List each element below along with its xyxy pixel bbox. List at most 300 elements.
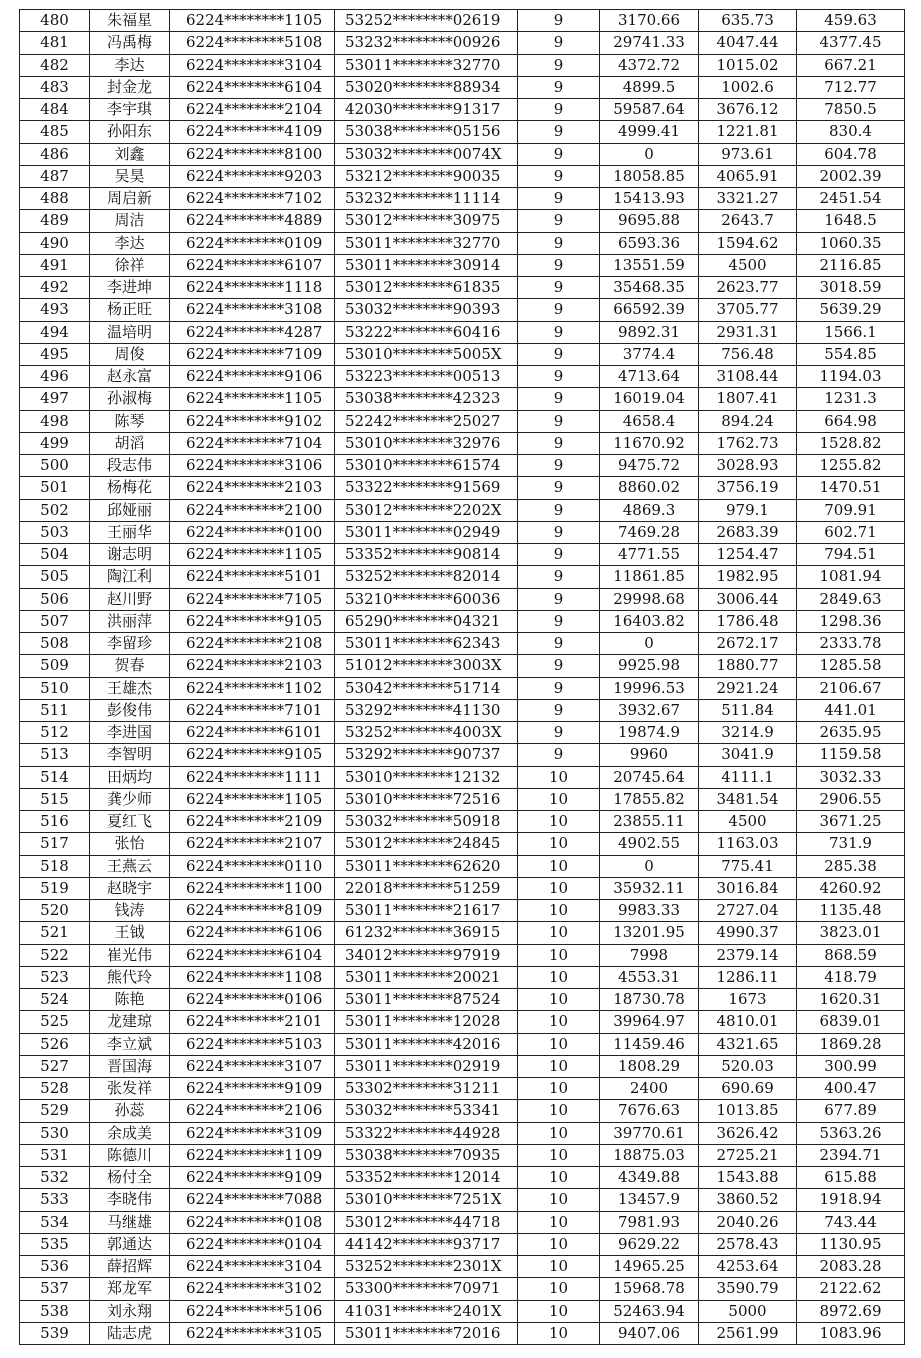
payment-cell: 677.89 — [797, 1100, 905, 1122]
row-index-cell: 532 — [20, 1167, 90, 1189]
payment-cell: 4260.92 — [797, 877, 905, 899]
group-cell: 10 — [518, 900, 600, 922]
amount-cell: 9629.22 — [600, 1233, 699, 1255]
subsidy-cell: 511.84 — [699, 699, 797, 721]
subsidy-cell: 3028.93 — [699, 455, 797, 477]
amount-cell: 29998.68 — [600, 588, 699, 610]
bank-account-cell: 6224********9106 — [170, 366, 335, 388]
bank-account-cell: 6224********2103 — [170, 477, 335, 499]
row-index-cell: 520 — [20, 900, 90, 922]
amount-cell: 1808.29 — [600, 1055, 699, 1077]
amount-cell: 3932.67 — [600, 699, 699, 721]
row-index-cell: 536 — [20, 1256, 90, 1278]
table-row — [20, 1233, 905, 1255]
amount-cell: 9475.72 — [600, 455, 699, 477]
bank-account-cell: 6224********0104 — [170, 1233, 335, 1255]
table-row — [20, 1300, 905, 1322]
row-index-cell: 491 — [20, 254, 90, 276]
amount-cell: 4372.72 — [600, 54, 699, 76]
bank-account-cell: 6224********1105 — [170, 788, 335, 810]
row-index-cell: 531 — [20, 1144, 90, 1166]
row-index-cell: 535 — [20, 1233, 90, 1255]
subsidy-cell: 635.73 — [699, 10, 797, 32]
payment-cell: 2635.95 — [797, 722, 905, 744]
row-index-cell: 496 — [20, 366, 90, 388]
row-index-cell: 511 — [20, 699, 90, 721]
table-row — [20, 277, 905, 299]
amount-cell: 20745.64 — [600, 766, 699, 788]
id-number-cell: 53038********42323 — [335, 388, 518, 410]
group-cell: 10 — [518, 1233, 600, 1255]
amount-cell: 4349.88 — [600, 1167, 699, 1189]
subsidy-cell: 1002.6 — [699, 76, 797, 98]
bank-account-cell: 6224********6101 — [170, 722, 335, 744]
name-cell: 李进坤 — [90, 277, 170, 299]
amount-cell: 18730.78 — [600, 989, 699, 1011]
amount-cell: 0 — [600, 633, 699, 655]
id-number-cell: 53011********32770 — [335, 54, 518, 76]
payment-cell: 3018.59 — [797, 277, 905, 299]
amount-cell: 2400 — [600, 1078, 699, 1100]
subsidy-cell: 1015.02 — [699, 54, 797, 76]
row-index-cell: 521 — [20, 922, 90, 944]
row-index-cell: 522 — [20, 944, 90, 966]
payment-cell: 2906.55 — [797, 788, 905, 810]
amount-cell: 19874.9 — [600, 722, 699, 744]
table-row — [20, 254, 905, 276]
row-index-cell: 490 — [20, 232, 90, 254]
data-table — [19, 9, 905, 1345]
subsidy-cell: 2578.43 — [699, 1233, 797, 1255]
table-row — [20, 32, 905, 54]
subsidy-cell: 2561.99 — [699, 1322, 797, 1344]
row-index-cell: 514 — [20, 766, 90, 788]
row-index-cell: 519 — [20, 877, 90, 899]
table-row — [20, 143, 905, 165]
payment-cell: 2849.63 — [797, 588, 905, 610]
payment-cell: 712.77 — [797, 76, 905, 98]
payment-cell: 667.21 — [797, 54, 905, 76]
row-index-cell: 494 — [20, 321, 90, 343]
group-cell: 10 — [518, 811, 600, 833]
payment-cell: 604.78 — [797, 143, 905, 165]
name-cell: 李达 — [90, 54, 170, 76]
subsidy-cell: 3481.54 — [699, 788, 797, 810]
payment-cell: 1869.28 — [797, 1033, 905, 1055]
table-row — [20, 1078, 905, 1100]
payment-cell: 794.51 — [797, 544, 905, 566]
subsidy-cell: 3006.44 — [699, 588, 797, 610]
name-cell: 赵永富 — [90, 366, 170, 388]
name-cell: 赵川野 — [90, 588, 170, 610]
group-cell: 9 — [518, 455, 600, 477]
name-cell: 马继雄 — [90, 1211, 170, 1233]
bank-account-cell: 6224********0100 — [170, 521, 335, 543]
bank-account-cell: 6224********9109 — [170, 1078, 335, 1100]
bank-account-cell: 6224********2103 — [170, 655, 335, 677]
row-index-cell: 512 — [20, 722, 90, 744]
name-cell: 朱福星 — [90, 10, 170, 32]
id-number-cell: 53012********30975 — [335, 210, 518, 232]
name-cell: 郭通达 — [90, 1233, 170, 1255]
group-cell: 9 — [518, 544, 600, 566]
row-index-cell: 516 — [20, 811, 90, 833]
table-row — [20, 811, 905, 833]
amount-cell: 16403.82 — [600, 610, 699, 632]
subsidy-cell: 5000 — [699, 1300, 797, 1322]
id-number-cell: 53210********60036 — [335, 588, 518, 610]
table-row — [20, 232, 905, 254]
group-cell: 9 — [518, 633, 600, 655]
payment-cell: 602.71 — [797, 521, 905, 543]
payment-cell: 1285.58 — [797, 655, 905, 677]
payment-cell: 868.59 — [797, 944, 905, 966]
name-cell: 陆志虎 — [90, 1322, 170, 1344]
amount-cell: 9892.31 — [600, 321, 699, 343]
group-cell: 9 — [518, 121, 600, 143]
table-row — [20, 677, 905, 699]
subsidy-cell: 690.69 — [699, 1078, 797, 1100]
payment-cell: 1083.96 — [797, 1322, 905, 1344]
name-cell: 王钺 — [90, 922, 170, 944]
bank-account-cell: 6224********3108 — [170, 299, 335, 321]
subsidy-cell: 4500 — [699, 254, 797, 276]
bank-account-cell: 6224********9105 — [170, 744, 335, 766]
group-cell: 10 — [518, 944, 600, 966]
payment-cell: 1648.5 — [797, 210, 905, 232]
table-row — [20, 566, 905, 588]
table-row — [20, 610, 905, 632]
amount-cell: 4658.4 — [600, 410, 699, 432]
group-cell: 9 — [518, 343, 600, 365]
payment-cell: 2083.28 — [797, 1256, 905, 1278]
id-number-cell: 53010********72516 — [335, 788, 518, 810]
bank-account-cell: 6224********8109 — [170, 900, 335, 922]
row-index-cell: 486 — [20, 143, 90, 165]
table-row — [20, 299, 905, 321]
row-index-cell: 530 — [20, 1122, 90, 1144]
payment-cell: 459.63 — [797, 10, 905, 32]
amount-cell: 9695.88 — [600, 210, 699, 232]
group-cell: 9 — [518, 521, 600, 543]
id-number-cell: 53012********61835 — [335, 277, 518, 299]
bank-account-cell: 6224********3105 — [170, 1322, 335, 1344]
bank-account-cell: 6224********9105 — [170, 610, 335, 632]
table-body — [20, 10, 905, 1345]
id-number-cell: 53011********02919 — [335, 1055, 518, 1077]
bank-account-cell: 6224********3106 — [170, 455, 335, 477]
table-row — [20, 855, 905, 877]
payment-cell: 1081.94 — [797, 566, 905, 588]
id-number-cell: 41031********2401X — [335, 1300, 518, 1322]
amount-cell: 35468.35 — [600, 277, 699, 299]
payment-cell: 3823.01 — [797, 922, 905, 944]
table-row — [20, 54, 905, 76]
table-row — [20, 722, 905, 744]
subsidy-cell: 1807.41 — [699, 388, 797, 410]
name-cell: 陶江利 — [90, 566, 170, 588]
row-index-cell: 483 — [20, 76, 90, 98]
table-row — [20, 744, 905, 766]
subsidy-cell: 4047.44 — [699, 32, 797, 54]
group-cell: 10 — [518, 966, 600, 988]
table-row — [20, 1033, 905, 1055]
bank-account-cell: 6224********5106 — [170, 1300, 335, 1322]
name-cell: 李立斌 — [90, 1033, 170, 1055]
subsidy-cell: 1786.48 — [699, 610, 797, 632]
payment-cell: 3032.33 — [797, 766, 905, 788]
id-number-cell: 53322********91569 — [335, 477, 518, 499]
subsidy-cell: 3321.27 — [699, 188, 797, 210]
subsidy-cell: 1221.81 — [699, 121, 797, 143]
name-cell: 陈德川 — [90, 1144, 170, 1166]
group-cell: 9 — [518, 54, 600, 76]
payment-cell: 1130.95 — [797, 1233, 905, 1255]
id-number-cell: 53010********12132 — [335, 766, 518, 788]
row-index-cell: 508 — [20, 633, 90, 655]
id-number-cell: 53011********62343 — [335, 633, 518, 655]
id-number-cell: 53011********30914 — [335, 254, 518, 276]
subsidy-cell: 2683.39 — [699, 521, 797, 543]
id-number-cell: 53011********72016 — [335, 1322, 518, 1344]
name-cell: 杨梅花 — [90, 477, 170, 499]
row-index-cell: 484 — [20, 99, 90, 121]
name-cell: 李进国 — [90, 722, 170, 744]
row-index-cell: 526 — [20, 1033, 90, 1055]
payment-cell: 2394.71 — [797, 1144, 905, 1166]
subsidy-cell: 2672.17 — [699, 633, 797, 655]
amount-cell: 13201.95 — [600, 922, 699, 944]
bank-account-cell: 6224********1109 — [170, 1144, 335, 1166]
amount-cell: 59587.64 — [600, 99, 699, 121]
group-cell: 10 — [518, 877, 600, 899]
payment-cell: 300.99 — [797, 1055, 905, 1077]
payment-cell: 2333.78 — [797, 633, 905, 655]
id-number-cell: 22018********51259 — [335, 877, 518, 899]
payment-cell: 400.47 — [797, 1078, 905, 1100]
group-cell: 10 — [518, 1189, 600, 1211]
amount-cell: 39964.97 — [600, 1011, 699, 1033]
amount-cell: 18058.85 — [600, 165, 699, 187]
payment-cell: 4377.45 — [797, 32, 905, 54]
id-number-cell: 53012********44718 — [335, 1211, 518, 1233]
id-number-cell: 53038********70935 — [335, 1144, 518, 1166]
group-cell: 10 — [518, 1011, 600, 1033]
amount-cell: 35932.11 — [600, 877, 699, 899]
amount-cell: 18875.03 — [600, 1144, 699, 1166]
subsidy-cell: 4810.01 — [699, 1011, 797, 1033]
group-cell: 9 — [518, 588, 600, 610]
id-number-cell: 53010********7251X — [335, 1189, 518, 1211]
payment-cell: 1298.36 — [797, 610, 905, 632]
payment-cell: 731.9 — [797, 833, 905, 855]
group-cell: 10 — [518, 1278, 600, 1300]
group-cell: 9 — [518, 254, 600, 276]
table-row — [20, 833, 905, 855]
table-row — [20, 1011, 905, 1033]
id-number-cell: 53010********32976 — [335, 432, 518, 454]
name-cell: 龚少师 — [90, 788, 170, 810]
name-cell: 王燕云 — [90, 855, 170, 877]
bank-account-cell: 6224********1105 — [170, 544, 335, 566]
row-index-cell: 487 — [20, 165, 90, 187]
id-number-cell: 53252********4003X — [335, 722, 518, 744]
bank-account-cell: 6224********7102 — [170, 188, 335, 210]
group-cell: 9 — [518, 432, 600, 454]
table-row — [20, 788, 905, 810]
group-cell: 9 — [518, 299, 600, 321]
bank-account-cell: 6224********2108 — [170, 633, 335, 655]
subsidy-cell: 2643.7 — [699, 210, 797, 232]
subsidy-cell: 2727.04 — [699, 900, 797, 922]
subsidy-cell: 3041.9 — [699, 744, 797, 766]
bank-account-cell: 6224********3109 — [170, 1122, 335, 1144]
payment-cell: 3671.25 — [797, 811, 905, 833]
row-index-cell: 523 — [20, 966, 90, 988]
name-cell: 钱涛 — [90, 900, 170, 922]
row-index-cell: 527 — [20, 1055, 90, 1077]
amount-cell: 9407.06 — [600, 1322, 699, 1344]
table-row — [20, 388, 905, 410]
id-number-cell: 53020********88934 — [335, 76, 518, 98]
group-cell: 10 — [518, 788, 600, 810]
payment-cell: 830.4 — [797, 121, 905, 143]
group-cell: 10 — [518, 1100, 600, 1122]
id-number-cell: 53011********12028 — [335, 1011, 518, 1033]
row-index-cell: 534 — [20, 1211, 90, 1233]
group-cell: 10 — [518, 922, 600, 944]
amount-cell: 0 — [600, 143, 699, 165]
id-number-cell: 53223********00513 — [335, 366, 518, 388]
payment-cell: 2122.62 — [797, 1278, 905, 1300]
subsidy-cell: 1594.62 — [699, 232, 797, 254]
name-cell: 吴昊 — [90, 165, 170, 187]
group-cell: 9 — [518, 76, 600, 98]
bank-account-cell: 6224********4287 — [170, 321, 335, 343]
name-cell: 赵晓宇 — [90, 877, 170, 899]
group-cell: 10 — [518, 1033, 600, 1055]
table-row — [20, 10, 905, 32]
group-cell: 9 — [518, 188, 600, 210]
subsidy-cell: 1254.47 — [699, 544, 797, 566]
name-cell: 周启新 — [90, 188, 170, 210]
subsidy-cell: 973.61 — [699, 143, 797, 165]
id-number-cell: 53011********20021 — [335, 966, 518, 988]
id-number-cell: 53322********44928 — [335, 1122, 518, 1144]
bank-account-cell: 6224********7105 — [170, 588, 335, 610]
subsidy-cell: 3590.79 — [699, 1278, 797, 1300]
table-row — [20, 989, 905, 1011]
table-row — [20, 633, 905, 655]
group-cell: 9 — [518, 722, 600, 744]
name-cell: 胡滔 — [90, 432, 170, 454]
name-cell: 晋国海 — [90, 1055, 170, 1077]
group-cell: 10 — [518, 855, 600, 877]
name-cell: 邱娅丽 — [90, 499, 170, 521]
name-cell: 李智明 — [90, 744, 170, 766]
id-number-cell: 53352********12014 — [335, 1167, 518, 1189]
id-number-cell: 34012********97919 — [335, 944, 518, 966]
group-cell: 10 — [518, 766, 600, 788]
bank-account-cell: 6224********2101 — [170, 1011, 335, 1033]
row-index-cell: 513 — [20, 744, 90, 766]
id-number-cell: 53032********50918 — [335, 811, 518, 833]
bank-account-cell: 6224********1108 — [170, 966, 335, 988]
table-row — [20, 966, 905, 988]
name-cell: 贺春 — [90, 655, 170, 677]
subsidy-cell: 2379.14 — [699, 944, 797, 966]
subsidy-cell: 2623.77 — [699, 277, 797, 299]
row-index-cell: 510 — [20, 677, 90, 699]
amount-cell: 4771.55 — [600, 544, 699, 566]
id-number-cell: 53352********90814 — [335, 544, 518, 566]
id-number-cell: 53300********70971 — [335, 1278, 518, 1300]
amount-cell: 9983.33 — [600, 900, 699, 922]
name-cell: 封金龙 — [90, 76, 170, 98]
name-cell: 陈琴 — [90, 410, 170, 432]
bank-account-cell: 6224********2100 — [170, 499, 335, 521]
table-row — [20, 588, 905, 610]
subsidy-cell: 1286.11 — [699, 966, 797, 988]
payment-cell: 1620.31 — [797, 989, 905, 1011]
subsidy-cell: 3705.77 — [699, 299, 797, 321]
row-index-cell: 506 — [20, 588, 90, 610]
subsidy-cell: 4321.65 — [699, 1033, 797, 1055]
amount-cell: 4869.3 — [600, 499, 699, 521]
payment-cell: 418.79 — [797, 966, 905, 988]
id-number-cell: 53012********2202X — [335, 499, 518, 521]
amount-cell: 39770.61 — [600, 1122, 699, 1144]
group-cell: 9 — [518, 10, 600, 32]
table-row — [20, 1256, 905, 1278]
amount-cell: 13457.9 — [600, 1189, 699, 1211]
table-row — [20, 922, 905, 944]
id-number-cell: 53232********00926 — [335, 32, 518, 54]
table-row — [20, 944, 905, 966]
id-number-cell: 53212********90035 — [335, 165, 518, 187]
table-row — [20, 1167, 905, 1189]
subsidy-cell: 756.48 — [699, 343, 797, 365]
group-cell: 9 — [518, 677, 600, 699]
bank-account-cell: 6224********5101 — [170, 566, 335, 588]
row-index-cell: 528 — [20, 1078, 90, 1100]
id-number-cell: 53011********21617 — [335, 900, 518, 922]
amount-cell: 15968.78 — [600, 1278, 699, 1300]
subsidy-cell: 4990.37 — [699, 922, 797, 944]
payment-cell: 554.85 — [797, 343, 905, 365]
row-index-cell: 517 — [20, 833, 90, 855]
name-cell: 薛招辉 — [90, 1256, 170, 1278]
payment-cell: 1918.94 — [797, 1189, 905, 1211]
subsidy-cell: 1013.85 — [699, 1100, 797, 1122]
payment-cell: 1470.51 — [797, 477, 905, 499]
amount-cell: 15413.93 — [600, 188, 699, 210]
table-row — [20, 1322, 905, 1344]
bank-account-cell: 6224********3104 — [170, 1256, 335, 1278]
payment-cell: 709.91 — [797, 499, 905, 521]
bank-account-cell: 6224********2107 — [170, 833, 335, 855]
row-index-cell: 515 — [20, 788, 90, 810]
group-cell: 9 — [518, 32, 600, 54]
id-number-cell: 53252********82014 — [335, 566, 518, 588]
row-index-cell: 497 — [20, 388, 90, 410]
row-index-cell: 481 — [20, 32, 90, 54]
payment-cell: 743.44 — [797, 1211, 905, 1233]
name-cell: 田炳均 — [90, 766, 170, 788]
id-number-cell: 53011********32770 — [335, 232, 518, 254]
name-cell: 孙阳东 — [90, 121, 170, 143]
row-index-cell: 525 — [20, 1011, 90, 1033]
